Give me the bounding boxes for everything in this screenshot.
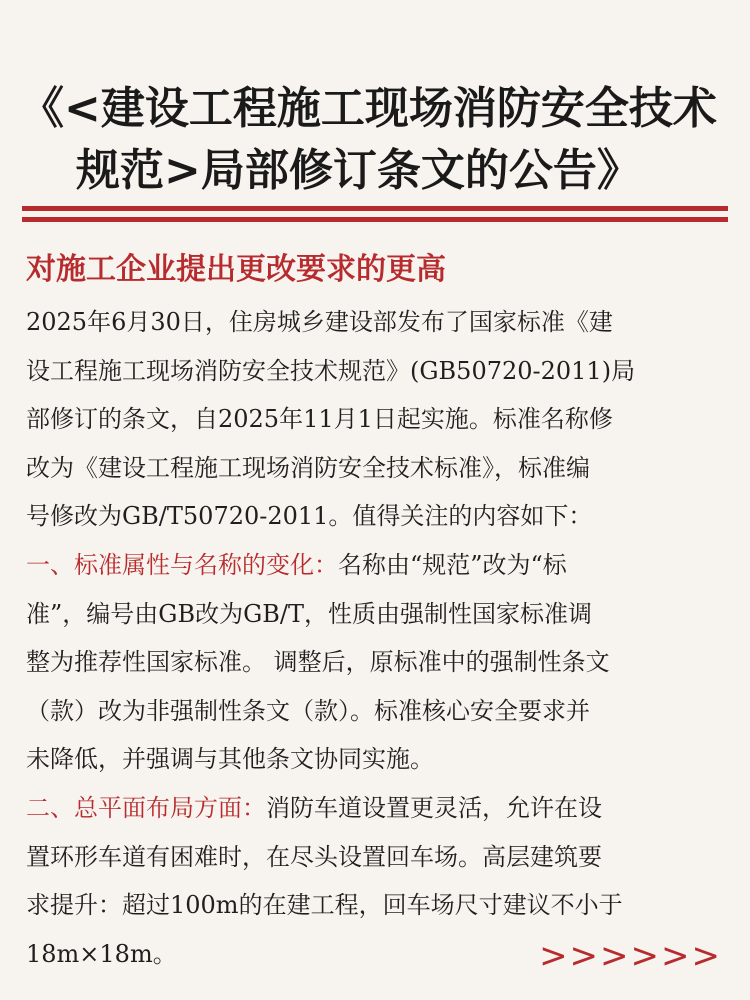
- article-body: [26, 298, 726, 978]
- title-divider-top: [22, 206, 728, 211]
- intro-line: 2025年6月30日，住房城乡建设部发布了国家标准《建: [26, 308, 613, 336]
- title-divider-bottom: [22, 217, 728, 222]
- section1-line: 未降低，并强调与其他条文协同实施。: [26, 745, 434, 774]
- intro-paragraph: [26, 298, 726, 541]
- section-subtitle: 对施工企业提出更改要求的更高: [26, 252, 446, 287]
- section1-line: 整为推荐性国家标准。 调整后，原标准中的强制性条文: [26, 648, 610, 677]
- intro-line: 设工程施工现场消防安全技术规范》(GB50720-2011)局: [26, 356, 636, 385]
- section1-first-line-text: 名称由“规范”改为“标: [338, 550, 567, 579]
- intro-line: 号修改为GB/T50720-2011。值得关注的内容如下：: [26, 502, 593, 531]
- next-page-arrows[interactable]: >>>>>>: [539, 936, 722, 976]
- section1-line: 准”，编号由GB改为GB/T，性质由强制性国家标准调: [26, 599, 592, 628]
- intro-line: 改为《建设工程施工现场消防安全技术标准》，标准编: [26, 453, 590, 482]
- section2-first-line-text: 消防车道设置更灵活，允许在设: [266, 793, 602, 822]
- section2-line: 18m×18m。: [26, 939, 177, 968]
- section1-line: （款）改为非强制性条文（款）。标准核心安全要求并: [26, 696, 590, 725]
- section1-paragraph: [26, 541, 726, 784]
- section1-first-line: [26, 541, 726, 590]
- section2-line: 置环形车道有困难时，在尽头设置回车场。高层建筑要: [26, 842, 602, 871]
- page-title: [20, 78, 730, 202]
- title-line-2: 规范>局部修订条文的公告》: [76, 145, 641, 196]
- section2-line: 求提升：超过100m的在建工程，回车场尺寸建议不小于: [26, 891, 623, 920]
- section2-first-line: [26, 784, 726, 833]
- intro-line: 部修订的条文，自2025年11月1日起实施。标准名称修: [26, 405, 613, 434]
- title-line-1: 《<建设工程施工现场消防安全技术: [20, 83, 717, 134]
- section2-heading: 二、总平面布局方面：: [26, 793, 266, 822]
- section1-heading: 一、标准属性与名称的变化：: [26, 550, 338, 579]
